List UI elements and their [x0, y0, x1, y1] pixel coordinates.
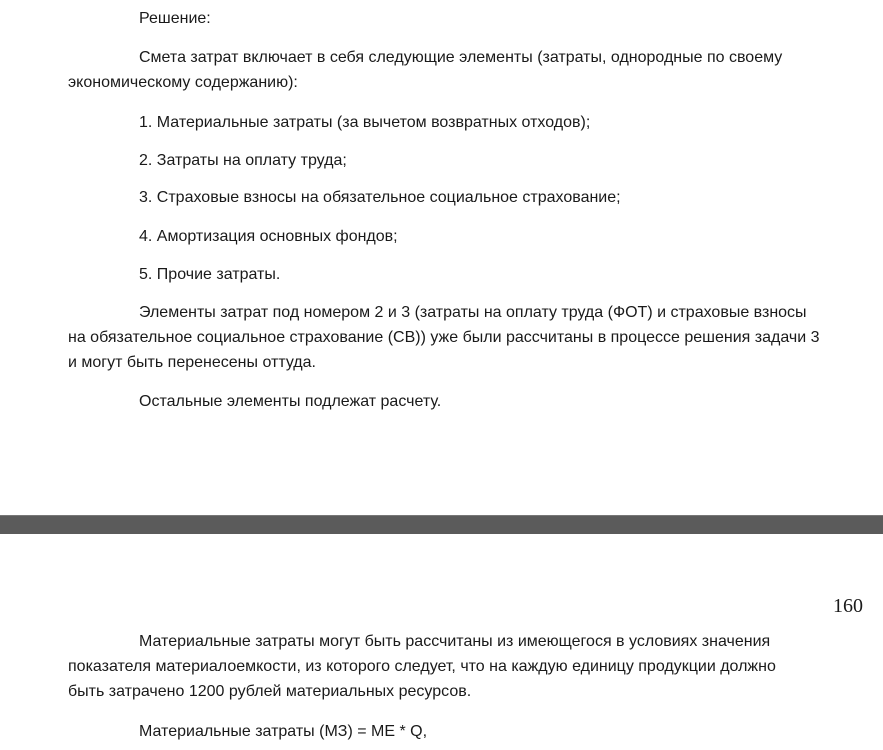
mz-para-line-3: быть затрачено 1200 рублей материальных ресурсов. [68, 683, 472, 700]
solution-heading: Решение: [139, 10, 211, 27]
page-separator [0, 515, 883, 534]
mz-para-line-1: Материальные затраты могут быть рассчитаны из имеющегося в условиях значения [139, 633, 771, 650]
formula-line: Материальные затраты (МЗ) = МЕ * Q, [139, 723, 428, 740]
intro-line-1: Смета затрат включает в себя следующие элементы (затраты, однородные по своему [139, 49, 783, 66]
page-number: 160 [833, 595, 863, 617]
para2-line-3: и могут быть перенесены оттуда. [68, 354, 316, 371]
mz-para-line-2: показателя материалоемкости, из которого следует, что на каждую единицу продукции должно [68, 658, 776, 675]
para2-line-2: на обязательное социальное страхование (СВ)) уже были рассчитаны в процессе решения задачи 3 [68, 329, 820, 346]
list-item-5: 5. Прочие затраты. [139, 266, 281, 283]
list-item-2: 2. Затраты на оплату труда; [139, 152, 347, 169]
list-item-4: 4. Амортизация основных фондов; [139, 228, 398, 245]
para2-line-1: Элементы затрат под номером 2 и 3 (затраты на оплату труда (ФОТ) и страховые взносы [139, 304, 807, 321]
list-item-1: 1. Материальные затраты (за вычетом возвратных отходов); [139, 114, 591, 131]
intro-line-2: экономическому содержанию): [68, 74, 298, 91]
list-item-3: 3. Страховые взносы на обязательное социальное страхование; [139, 189, 621, 206]
para3-line: Остальные элементы подлежат расчету. [139, 393, 442, 410]
